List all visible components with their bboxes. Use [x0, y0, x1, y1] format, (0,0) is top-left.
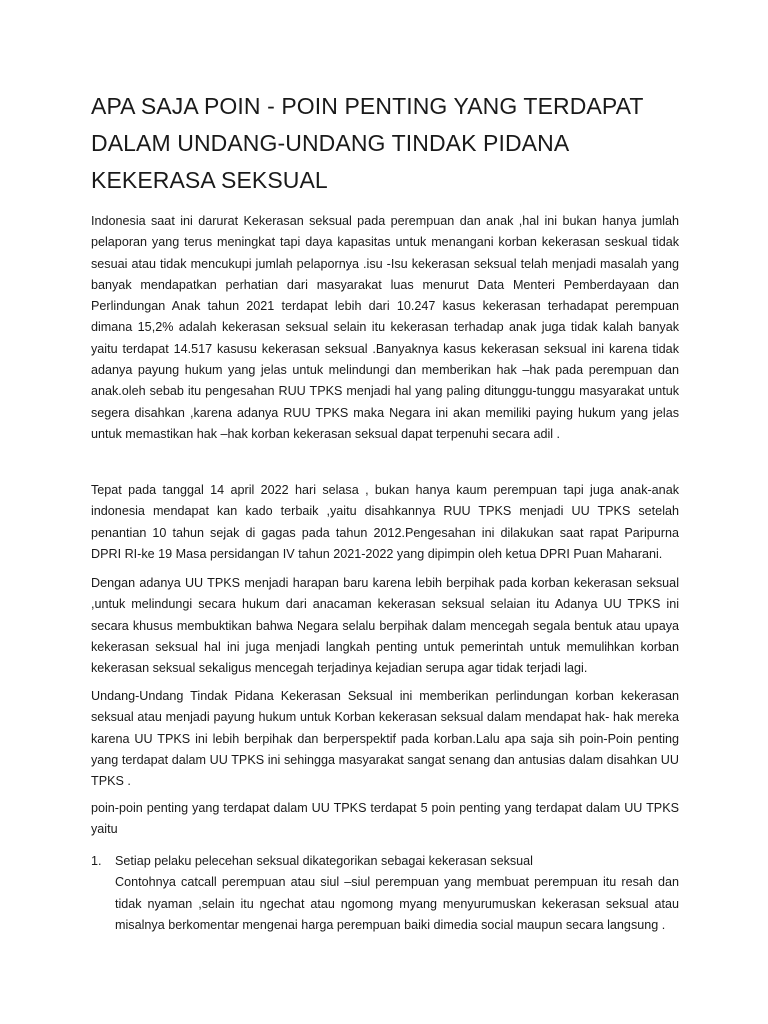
paragraph-protection: Undang-Undang Tindak Pidana Kekerasan Seksual ini memberikan perlindungan korban kekerasan seksual atau menjadi payung hukum untuk Korban kekerasan seksual dalam mendapat hak- hak mereka karena UU TPKS ini lebih berpihak dan berperspektif pada korban.Lalu apa saja sih poin-Poin penting yang terdapat dalam UU TPKS ini sehingga masyarakat sangat senang dan antusias dalam disahkan UU TPKS . — [91, 689, 679, 789]
points-list — [91, 851, 679, 936]
paragraph-ratification: Tepat pada tanggal 14 april 2022 hari selasa , bukan hanya kaum perempuan tapi juga anak-anak indonesia mendapat kan kado terbaik ,yaitu disahkannya RUU TPKS menjadi UU TPKS setelah penantian 10 tahun sejak di gagas pada tahun 2012.Pengesahan ini dilakukan saat rapat Paripurna DPRI RI-ke 19 Masa persidangan IV tahun 2021-2022 yang dipimpin oleh ketua DPRI Puan Maharani. — [91, 483, 679, 561]
list-item-number: 1. — [91, 854, 102, 868]
list-item-heading: Setiap pelaku pelecehan seksual dikategorikan sebagai kekerasan seksual — [115, 854, 533, 868]
paragraph-intro: Indonesia saat ini darurat Kekerasan seksual pada perempuan dan anak ,hal ini bukan hanya jumlah pelaporan yang terus meningkat tapi daya kapasitas untuk menangani korban kekerasan seskual tidak sesuai atau tidak mencukupi jumlah pelapornya .isu -Isu kekerasan seksual telah menjadi masalah yang banyak mendapatkan perhatian dari masyarakat luas menurut Data Menteri Pemberdayaan dan Perlindungan Anak tahun 2021 terdapat lebih dari 10.247 kasus kekerasan terhadapat perempuan dimana 15,2% adalah kekerasan seksual selain itu kekerasan terhadap anak juga tidak kalah banyak yaitu terdapat 14.517 kasusu kekerasan seksual .Banyaknya kasus kekerasan seksual ini karena tidak adanya payung hukum yang jelas untuk melindungi dan memberikan hak –hak pada perempuan dan anak.oleh sebab itu pengesahan RUU TPKS menjadi hal yang paling ditunggu-tunggu masyarakat untuk segera disahkan ,karena adanya RUU TPKS maka Negara ini akan memiliki paying hukum yang jelas untuk memastikan hak –hak korban kekerasan seksual dapat terpenuhi secara adil . — [91, 214, 679, 441]
list-item-body: Contohnya catcall perempuan atau siul –siul perempuan yang membuat perempuan itu resah dan tidak nyaman ,selain itu ngechat atau ngomong myang menyurumuskan kekerasan seksual atau misalnya berkomentar mengenai harga perempuan baiki dimedia social maupun secara langsung . — [115, 875, 679, 932]
paragraph-hope: Dengan adanya UU TPKS menjadi harapan baru karena lebih berpihak pada korban kekerasan seksual ,untuk melindungi secara hukum dari anacaman kekerasan seksual selaian itu Adanya UU TPKS ini secara khusus membuktikan bahwa Negara selalu berpihak dalam mencegah segala bentuk atau upaya kekerasan seksual hal ini juga menjadi langkah penting untuk pemerintah untuk memulihkan korban kekerasan seksual sekaligus mencegah terjadinya kejadian serupa agar tidak terjadi lagi. — [91, 576, 679, 676]
document-title: APA SAJA POIN - POIN PENTING YANG TERDAPAT DALAM UNDANG-UNDANG TINDAK PIDANA KEKERASA SEKSUAL — [91, 93, 644, 193]
paragraph-points-intro: poin-poin penting yang terdapat dalam UU TPKS terdapat 5 poin penting yang terdapat dalam UU TPKS yaitu — [91, 801, 679, 837]
list-item — [91, 851, 679, 936]
